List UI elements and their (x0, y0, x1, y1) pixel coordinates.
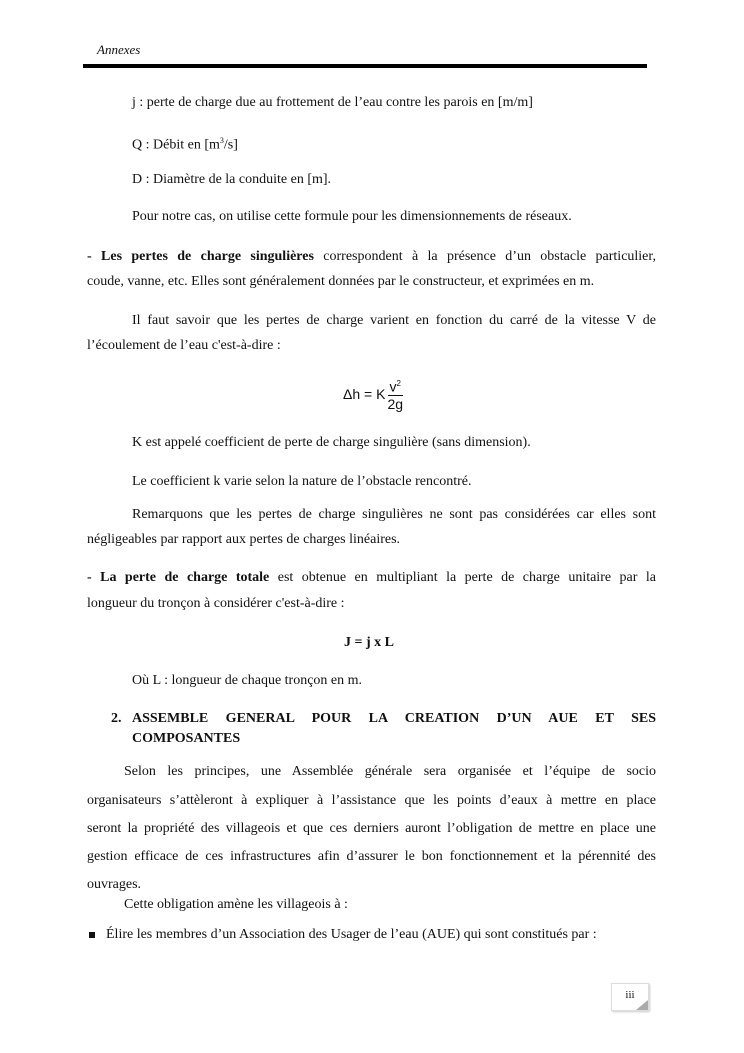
def-d: D : Diamètre de la conduite en [m]. (132, 172, 332, 187)
section-title-line-1: ASSEMBLE GENERAL POUR LA CREATION D’UN AUE ET SES (132, 711, 656, 726)
formula-num-v: v (389, 378, 397, 395)
def-q (132, 132, 238, 155)
il-faut-line-2: l’écoulement de l’eau c'est-à-dire : (87, 338, 281, 353)
formula-lhs: Δh = K (343, 385, 386, 402)
singular-text: correspondent à la présence d’un obstacle particulier, (313, 249, 656, 264)
singular-line-2: coude, vanne, etc. Elles sont généralement données par le constructeur, et exprimées en m. (87, 274, 595, 289)
k-text: K est appelé coefficient de perte de charge singulière (sans dimension). (132, 435, 531, 450)
body-line-4: gestion efficace de ces infrastructures afin d’assurer le bon fonctionnement et la pérennité des (87, 849, 656, 864)
pour-text: Pour notre cas, on utilise cette formule pour les dimensionnements de réseaux. (132, 209, 572, 224)
total-text: est obtenue en multipliant la perte de charge unitaire par la (269, 570, 656, 585)
page-number (611, 983, 649, 1011)
coef-text: Le coefficient k varie selon la nature de l’obstacle rencontré. (132, 474, 472, 489)
cette-text: Cette obligation amène les villageois à : (124, 897, 348, 912)
singular-line-1 (87, 248, 656, 266)
body-line-5: ouvrages. (87, 877, 142, 892)
total-equation: J = j x L (344, 635, 394, 650)
bullet-text: Élire les membres d’un Association des Usager de l’eau (AUE) qui sont constitués par : (106, 927, 597, 942)
square-bullet-icon (89, 932, 95, 938)
def-q-unit: /s] (223, 137, 238, 153)
formula-denominator: 2g (387, 395, 404, 412)
total-line-1 (87, 569, 656, 587)
header-title: Annexes (97, 42, 141, 57)
ou-text: Où L : longueur de chaque tronçon en m. (132, 673, 363, 688)
body-line-1: Selon les principes, une Assemblée générale sera organisée et l’équipe de socio (124, 764, 656, 779)
section-number: 2. (111, 711, 122, 726)
formula (343, 376, 403, 412)
body-line-2: organisateurs s’attèleront à expliquer à l’assistance que les points d’eaux à mettre en place (87, 793, 656, 808)
section-title-line-2: COMPOSANTES (132, 731, 241, 746)
total-line-2: longueur du tronçon à considérer c'est-à-dire : (87, 596, 345, 611)
def-j: j : perte de charge due au frottement de l’eau contre les parois en [m/m] (132, 95, 533, 110)
page-curl-icon (636, 1000, 648, 1010)
total-heading: - La perte de charge totale (87, 570, 270, 585)
singular-heading: - Les pertes de charge singulières (87, 249, 314, 264)
def-q-text: Q : Débit en [m (132, 137, 220, 153)
remarque-line-1: Remarquons que les pertes de charge singulières ne sont pas considérées car elles sont (132, 507, 656, 522)
formula-numerator (388, 376, 403, 396)
il-faut-line-1: Il faut savoir que les pertes de charge varient en fonction du carré de la vitesse V de (132, 313, 656, 328)
remarque-line-2: négligeables par rapport aux pertes de charges linéaires. (87, 532, 401, 547)
formula-num-sup: 2 (396, 379, 401, 388)
body-line-3: seront la propriété des villageois et que ces derniers auront l’obligation de mettre en place une (87, 821, 656, 836)
page-number-text: iii (625, 989, 635, 1001)
header-rule (83, 64, 647, 68)
def-q-sup: 3 (219, 136, 224, 145)
formula-fraction (387, 376, 403, 412)
